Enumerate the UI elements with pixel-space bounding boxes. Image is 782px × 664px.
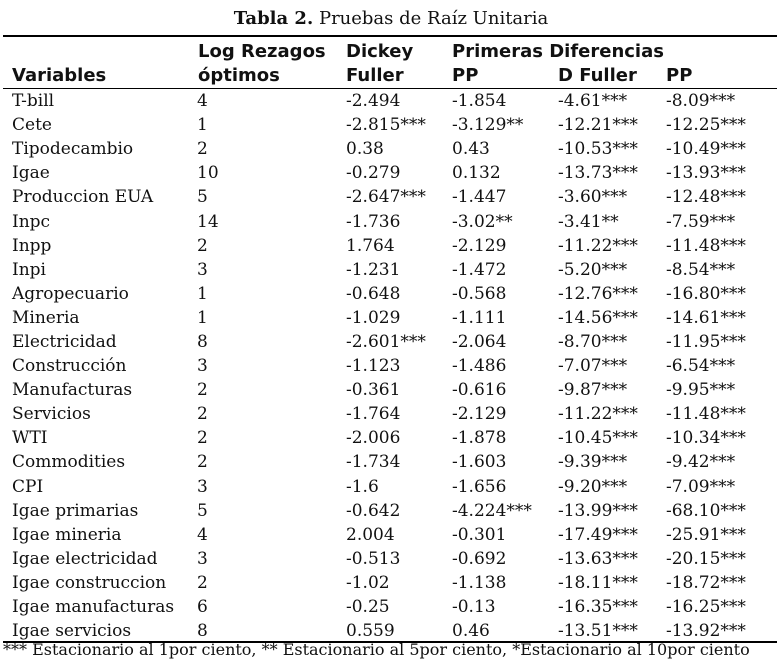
d-fuller-cell: -3.41** xyxy=(558,211,619,232)
log-rezagos-cell: 1 xyxy=(197,283,208,304)
d-fuller-cell: -4.61*** xyxy=(558,91,628,112)
pp-diff-cell: -11.48*** xyxy=(666,235,746,256)
log-rezagos-cell: 2 xyxy=(197,235,208,256)
dickey-fuller-cell: -1.123 xyxy=(346,356,401,377)
table-row xyxy=(12,426,766,450)
log-rezagos-cell: 3 xyxy=(197,356,208,377)
table-row xyxy=(12,306,766,330)
variable-cell: Manufacturas xyxy=(12,380,133,401)
variable-cell: WTI xyxy=(12,428,48,449)
header-primeras-diferencias: Primeras Diferencias xyxy=(452,41,664,62)
log-rezagos-cell: 3 xyxy=(197,476,208,497)
log-rezagos-cell: 2 xyxy=(197,380,208,401)
dickey-fuller-cell: -2.601*** xyxy=(346,331,426,352)
variable-cell: Igae mineria xyxy=(12,524,122,545)
table-row xyxy=(12,330,766,354)
d-fuller-cell: -17.49*** xyxy=(558,524,638,545)
header-pp-diff: PP xyxy=(666,65,693,86)
variable-cell: Cete xyxy=(12,115,52,136)
table-row xyxy=(12,185,766,209)
log-rezagos-cell: 3 xyxy=(197,548,208,569)
d-fuller-cell: -7.07*** xyxy=(558,356,628,377)
log-rezagos-cell: 2 xyxy=(197,404,208,425)
dickey-fuller-cell: -0.25 xyxy=(346,597,390,618)
table-row xyxy=(12,571,766,595)
variable-cell: Igae construccion xyxy=(12,572,167,593)
pp-cell: -3.02** xyxy=(452,211,513,232)
footnote: *** Estacionario al 1por ciento, ** Estacionario al 5por ciento, *Estacionario al 10por ciento xyxy=(3,640,750,659)
dickey-fuller-cell: 0.559 xyxy=(346,621,395,642)
log-rezagos-cell: 2 xyxy=(197,572,208,593)
d-fuller-cell: -13.99*** xyxy=(558,500,638,521)
variable-cell: Igae electricidad xyxy=(12,548,158,569)
variable-cell: Produccion EUA xyxy=(12,187,154,208)
table-row xyxy=(12,402,766,426)
pp-diff-cell: -10.34*** xyxy=(666,428,746,449)
table-row xyxy=(12,258,766,282)
table-caption xyxy=(0,8,782,29)
variable-cell: Inpi xyxy=(12,259,46,280)
table-row xyxy=(12,161,766,185)
dickey-fuller-cell: -1.764 xyxy=(346,404,401,425)
pp-diff-cell: -68.10*** xyxy=(666,500,746,521)
pp-cell: -1.854 xyxy=(452,91,507,112)
dickey-fuller-cell: 0.38 xyxy=(346,139,384,160)
pp-diff-cell: -7.09*** xyxy=(666,476,736,497)
dickey-fuller-cell: -1.6 xyxy=(346,476,379,497)
d-fuller-cell: -11.22*** xyxy=(558,404,638,425)
pp-diff-cell: -14.61*** xyxy=(666,307,746,328)
d-fuller-cell: -8.70*** xyxy=(558,331,628,352)
table-row xyxy=(12,547,766,571)
table-row xyxy=(12,475,766,499)
dickey-fuller-cell: -1.029 xyxy=(346,307,401,328)
variable-cell: Servicios xyxy=(12,404,91,425)
dickey-fuller-cell: -0.642 xyxy=(346,500,401,521)
d-fuller-cell: -10.45*** xyxy=(558,428,638,449)
pp-diff-cell: -9.95*** xyxy=(666,380,736,401)
pp-diff-cell: -25.91*** xyxy=(666,524,746,545)
pp-cell: -0.692 xyxy=(452,548,507,569)
top-rule xyxy=(3,35,777,37)
d-fuller-cell: -13.73*** xyxy=(558,163,638,184)
pp-cell: -1.447 xyxy=(452,187,507,208)
pp-cell: -1.138 xyxy=(452,572,507,593)
pp-cell: -0.568 xyxy=(452,283,507,304)
log-rezagos-cell: 14 xyxy=(197,211,219,232)
pp-diff-cell: -16.25*** xyxy=(666,597,746,618)
pp-cell: -2.064 xyxy=(452,331,507,352)
dickey-fuller-cell: -0.648 xyxy=(346,283,401,304)
dickey-fuller-cell: 2.004 xyxy=(346,524,395,545)
table-row xyxy=(12,595,766,619)
table-row xyxy=(12,499,766,523)
log-rezagos-cell: 1 xyxy=(197,307,208,328)
dickey-fuller-cell: -0.279 xyxy=(346,163,401,184)
caption-text: Pruebas de Raíz Unitaria xyxy=(318,8,549,29)
pp-cell: -1.111 xyxy=(452,307,507,328)
variable-cell: Igae primarias xyxy=(12,500,139,521)
dickey-fuller-cell: -0.513 xyxy=(346,548,401,569)
pp-cell: -1.472 xyxy=(452,259,507,280)
table-row xyxy=(12,450,766,474)
table-row xyxy=(12,209,766,233)
dickey-fuller-cell: -0.361 xyxy=(346,380,401,401)
d-fuller-cell: -12.76*** xyxy=(558,283,638,304)
pp-diff-cell: -10.49*** xyxy=(666,139,746,160)
pp-cell: -2.129 xyxy=(452,235,507,256)
d-fuller-cell: -5.20*** xyxy=(558,259,628,280)
variable-cell: Inpp xyxy=(12,235,52,256)
d-fuller-cell: -9.39*** xyxy=(558,452,628,473)
variable-cell: Igae servicios xyxy=(12,621,132,642)
dickey-fuller-cell: -1.734 xyxy=(346,452,401,473)
d-fuller-cell: -13.51*** xyxy=(558,621,638,642)
dickey-fuller-cell: -2.494 xyxy=(346,91,401,112)
variable-cell: Electricidad xyxy=(12,331,117,352)
table-row xyxy=(12,282,766,306)
d-fuller-cell: -16.35*** xyxy=(558,597,638,618)
pp-cell: -2.129 xyxy=(452,404,507,425)
pp-cell: 0.43 xyxy=(452,139,490,160)
table-row xyxy=(12,523,766,547)
pp-diff-cell: -8.54*** xyxy=(666,259,736,280)
pp-diff-cell: -9.42*** xyxy=(666,452,736,473)
pp-diff-cell: -18.72*** xyxy=(666,572,746,593)
pp-diff-cell: -11.48*** xyxy=(666,404,746,425)
variable-cell: Igae manufacturas xyxy=(12,597,175,618)
table-row xyxy=(12,137,766,161)
unit-root-table xyxy=(12,89,766,643)
pp-cell: -4.224*** xyxy=(452,500,532,521)
table-row xyxy=(12,378,766,402)
pp-diff-cell: -6.54*** xyxy=(666,356,736,377)
dickey-fuller-cell: -2.647*** xyxy=(346,187,426,208)
d-fuller-cell: -3.60*** xyxy=(558,187,628,208)
log-rezagos-cell: 5 xyxy=(197,187,208,208)
header-log-rezagos: Log Rezagos xyxy=(198,41,326,62)
variable-cell: T-bill xyxy=(12,91,55,112)
variable-cell: Inpc xyxy=(12,211,51,232)
dickey-fuller-cell: 1.764 xyxy=(346,235,395,256)
d-fuller-cell: -18.11*** xyxy=(558,572,638,593)
log-rezagos-cell: 2 xyxy=(197,139,208,160)
pp-cell: -0.616 xyxy=(452,380,507,401)
pp-diff-cell: -12.48*** xyxy=(666,187,746,208)
d-fuller-cell: -12.21*** xyxy=(558,115,638,136)
variable-cell: Mineria xyxy=(12,307,80,328)
pp-diff-cell: -12.25*** xyxy=(666,115,746,136)
pp-diff-cell: -7.59*** xyxy=(666,211,736,232)
log-rezagos-cell: 6 xyxy=(197,597,208,618)
log-rezagos-cell: 2 xyxy=(197,428,208,449)
header-optimos: óptimos xyxy=(198,65,280,86)
d-fuller-cell: -10.53*** xyxy=(558,139,638,160)
pp-diff-cell: -20.15*** xyxy=(666,548,746,569)
header-pp: PP xyxy=(452,65,479,86)
pp-cell: -1.878 xyxy=(452,428,507,449)
variable-cell: Construcción xyxy=(12,356,127,377)
table-row xyxy=(12,113,766,137)
dickey-fuller-cell: -1.02 xyxy=(346,572,390,593)
table-row xyxy=(12,89,766,113)
table-row xyxy=(12,354,766,378)
variable-cell: Tipodecambio xyxy=(12,139,134,160)
log-rezagos-cell: 8 xyxy=(197,331,208,352)
log-rezagos-cell: 8 xyxy=(197,621,208,642)
variable-cell: Igae xyxy=(12,163,50,184)
d-fuller-cell: -14.56*** xyxy=(558,307,638,328)
log-rezagos-cell: 5 xyxy=(197,500,208,521)
table-body xyxy=(12,89,766,643)
d-fuller-cell: -11.22*** xyxy=(558,235,638,256)
pp-cell: -0.13 xyxy=(452,597,496,618)
dickey-fuller-cell: -1.231 xyxy=(346,259,401,280)
pp-cell: 0.132 xyxy=(452,163,501,184)
log-rezagos-cell: 10 xyxy=(197,163,219,184)
pp-diff-cell: -16.80*** xyxy=(666,283,746,304)
pp-diff-cell: -11.95*** xyxy=(666,331,746,352)
header-fuller: Fuller xyxy=(346,65,404,86)
header-d-fuller: D Fuller xyxy=(558,65,637,86)
log-rezagos-cell: 2 xyxy=(197,452,208,473)
pp-diff-cell: -13.93*** xyxy=(666,163,746,184)
log-rezagos-cell: 4 xyxy=(197,91,208,112)
variable-cell: Agropecuario xyxy=(12,283,129,304)
d-fuller-cell: -9.20*** xyxy=(558,476,628,497)
pp-cell: -1.656 xyxy=(452,476,507,497)
d-fuller-cell: -9.87*** xyxy=(558,380,628,401)
d-fuller-cell: -13.63*** xyxy=(558,548,638,569)
caption-label: Tabla 2. xyxy=(233,8,314,29)
log-rezagos-cell: 3 xyxy=(197,259,208,280)
dickey-fuller-cell: -1.736 xyxy=(346,211,401,232)
variable-cell: CPI xyxy=(12,476,44,497)
header-variables: Variables xyxy=(12,65,107,86)
dickey-fuller-cell: -2.815*** xyxy=(346,115,426,136)
dickey-fuller-cell: -2.006 xyxy=(346,428,401,449)
table-row xyxy=(12,234,766,258)
pp-diff-cell: -13.92*** xyxy=(666,621,746,642)
variable-cell: Commodities xyxy=(12,452,126,473)
log-rezagos-cell: 1 xyxy=(197,115,208,136)
pp-cell: -0.301 xyxy=(452,524,507,545)
pp-cell: -3.129** xyxy=(452,115,524,136)
pp-cell: -1.486 xyxy=(452,356,507,377)
header-dickey: Dickey xyxy=(346,41,414,62)
pp-cell: -1.603 xyxy=(452,452,507,473)
log-rezagos-cell: 4 xyxy=(197,524,208,545)
pp-diff-cell: -8.09*** xyxy=(666,91,736,112)
pp-cell: 0.46 xyxy=(452,621,490,642)
